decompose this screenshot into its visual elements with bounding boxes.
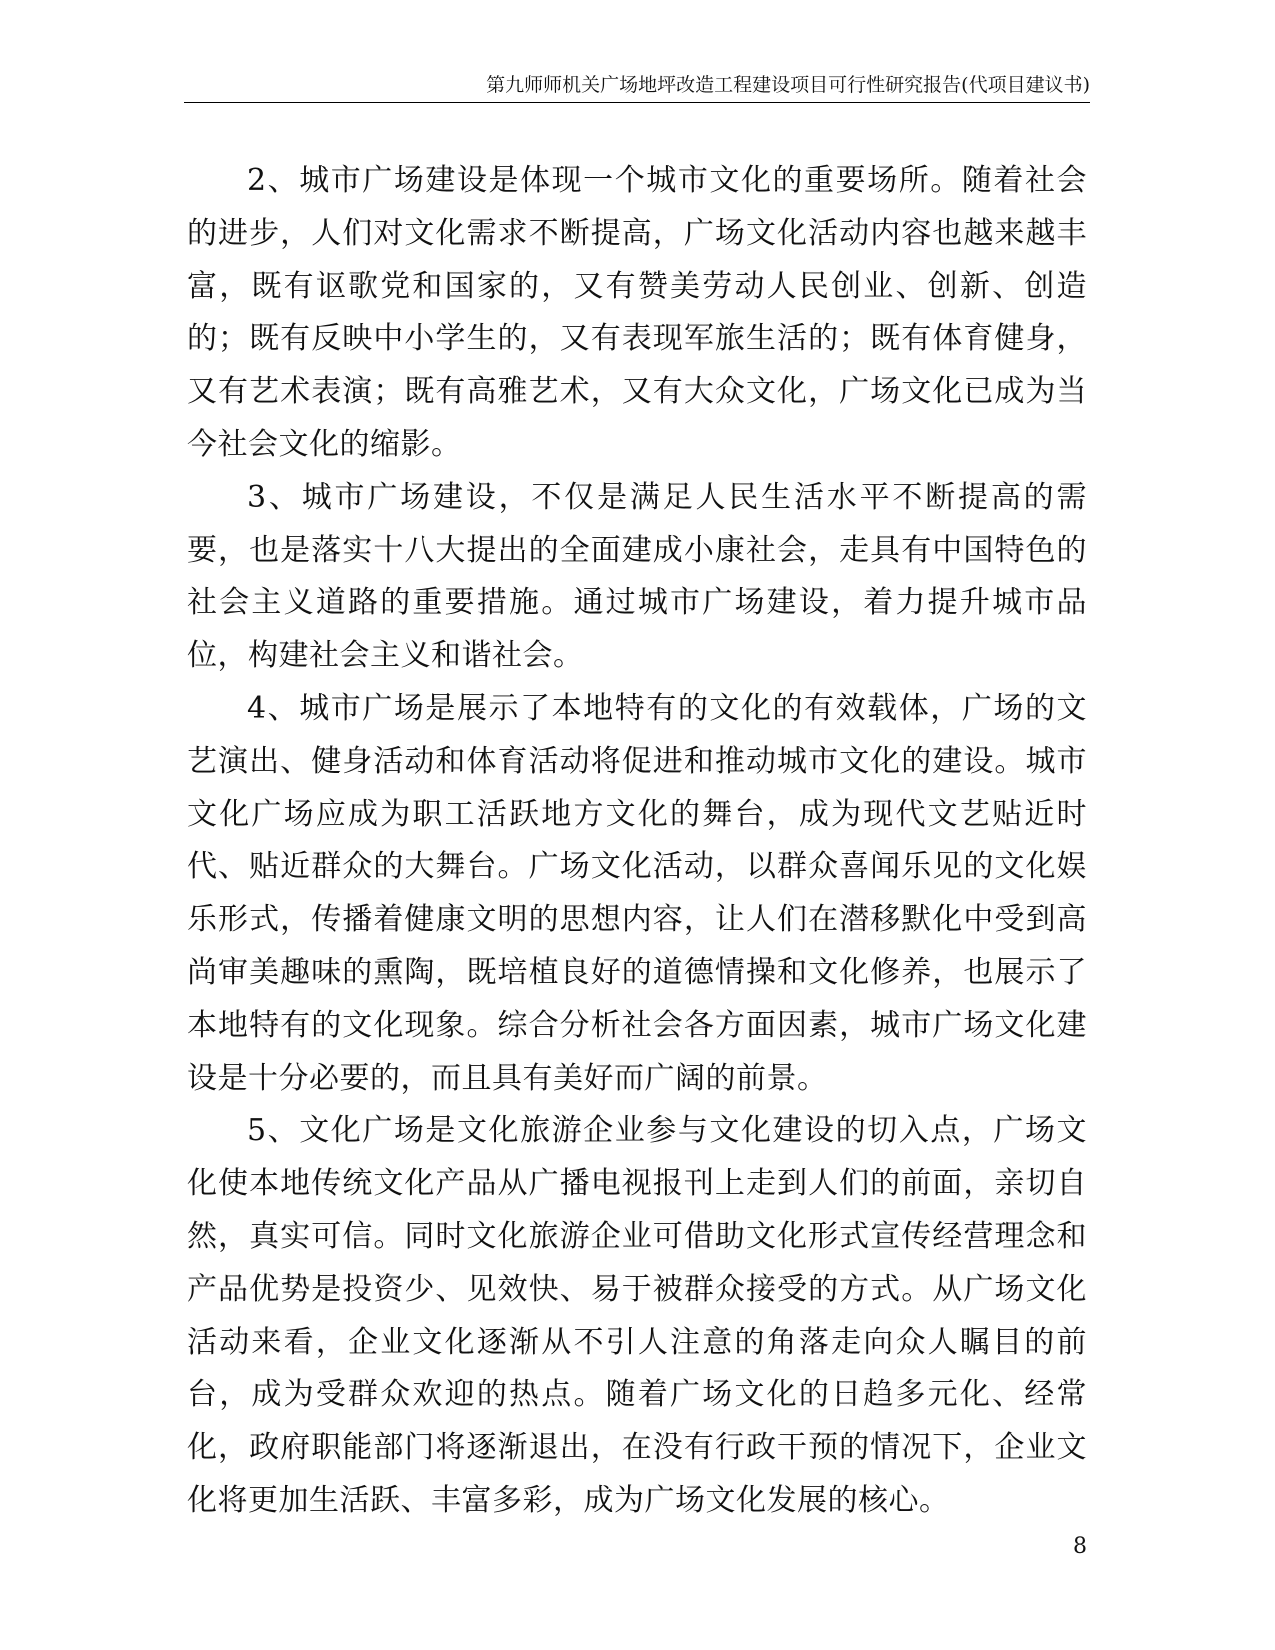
header-title: 第九师师机关广场地坪改造工程建设项目可行性研究报告(代项目建议书) (486, 74, 1090, 96)
paragraph-4: 4、城市广场是展示了本地特有的文化的有效载体，广场的文艺演出、健身活动和体育活动将促进和推动城市文化的建设。城市文化广场应成为职工活跃地方文化的舞台，成为现代文艺贴近时代、贴近群众的大舞台。广场文化活动，以群众喜闻乐见的文化娱乐形式，传播着健康文明的思想内容，让人们在潜移默化中受到高尚审美趣味的熏陶，既培植良好的道德情操和文化修养，也展示了本地特有的文化现象。综合分析社会各方面因素，城市广场文化建设是十分必要的，而且具有美好而广阔的前景。 (187, 690, 1087, 1096)
document-body (187, 155, 1087, 1528)
running-header (184, 72, 1090, 103)
paragraph-3: 3、城市广场建设，不仅是满足人民生活水平不断提高的需要，也是落实十八大提出的全面建成小康社会，走具有中国特色的社会主义道路的重要措施。通过城市广场建设，着力提升城市品位，构建社会主义和谐社会。 (187, 479, 1087, 674)
paragraph-5: 5、文化广场是文化旅游企业参与文化建设的切入点，广场文化使本地传统文化产品从广播电视报刊上走到人们的前面，亲切自然，真实可信。同时文化旅游企业可借助文化形式宣传经营理念和产品优势是投资少、见效快、易于被群众接受的方式。从广场文化活动来看，企业文化逐渐从不引人注意的角落走向众人瞩目的前台，成为受群众欢迎的热点。随着广场文化的日趋多元化、经常化，政府职能部门将逐渐退出，在没有行政干预的情况下，企业文化将更加生活跃、丰富多彩，成为广场文化发展的核心。 (187, 1113, 1087, 1518)
paragraph-2: 2、城市广场建设是体现一个城市文化的重要场所。随着社会的进步，人们对文化需求不断提高，广场文化活动内容也越来越丰富，既有讴歌党和国家的，又有赞美劳动人民创业、创新、创造的；既有反映中小学生的，又有表现军旅生活的；既有体育健身，又有艺术表演；既有高雅艺术，又有大众文化，广场文化已成为当今社会文化的缩影。 (187, 163, 1087, 462)
page-number: 8 (1073, 1534, 1087, 1559)
